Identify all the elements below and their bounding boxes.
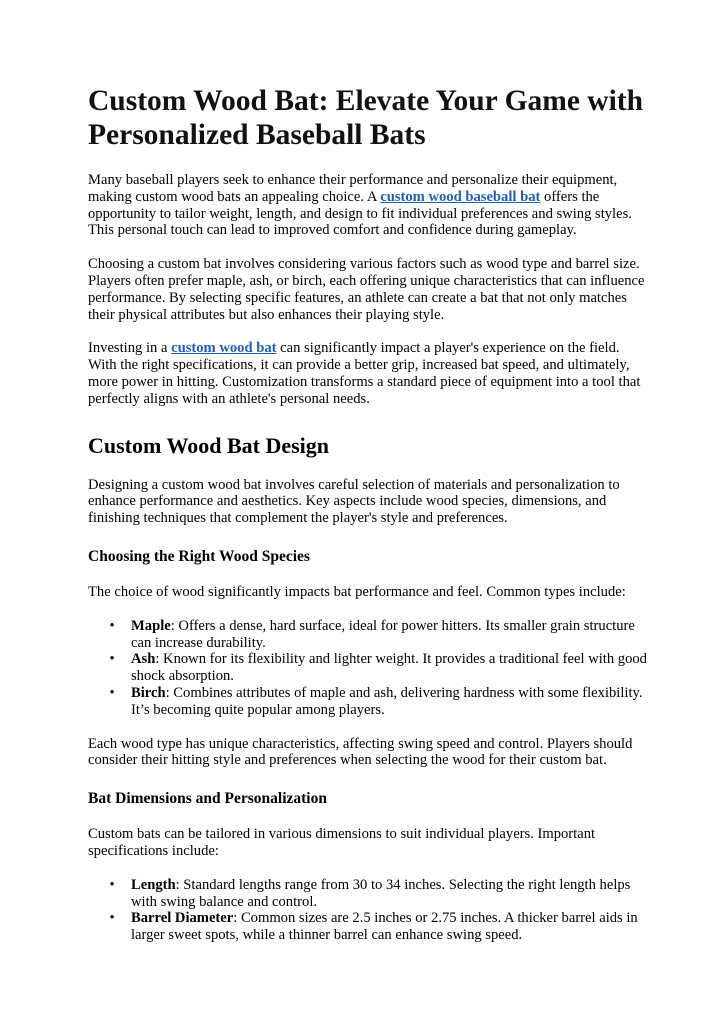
- section-heading-design: Custom Wood Bat Design: [88, 432, 330, 458]
- list-item-text: : Combines attributes of maple and ash, delivering hardness with some flexibility. It’s becoming quite popular among players.: [131, 684, 643, 718]
- bullet-icon: •: [109, 617, 115, 634]
- wood-species-list: [88, 618, 648, 719]
- dimensions-list: [88, 877, 648, 944]
- intro-p3-text-after: can significantly impact a player's experience on the field. With the right specifications, it can provide a better grip, increased bat speed, and ultimately, more power in hitting. Customization transforms a standard piece of equipment into a tool that perfectly aligns with an athlete's personal needs.: [88, 340, 641, 407]
- intro-paragraph-2: Choosing a custom bat involves considering various factors such as wood type and barrel size. Players often prefer maple, ash, or birch, each offering unique characteristics that can influence performance. By selecting specific features, an athlete can create a bat that not only matches their physical attributes but also enhances their playing style.: [88, 256, 645, 323]
- page-title: Custom Wood Bat: Elevate Your Game with Personalized Baseball Bats: [88, 85, 644, 151]
- dimensions-intro-paragraph: Custom bats can be tailored in various dimensions to suit individual players. Important specifications include:: [88, 826, 596, 859]
- species-outro-paragraph: Each wood type has unique characteristics, affecting swing speed and control. Players should consider their hitting style and preferences when selecting the wood for their custom bat.: [88, 735, 633, 769]
- bullet-icon: •: [109, 876, 115, 893]
- intro-paragraph-3: [88, 340, 648, 407]
- list-item-text: : Standard lengths range from 30 to 34 inches. Selecting the right length helps with swing balance and control.: [131, 876, 631, 910]
- list-item: [109, 876, 648, 911]
- bullet-icon: •: [109, 684, 115, 701]
- intro-p1-text-before: Many baseball players seek to enhance their performance and personalize their equipment, making custom wood bats an appealing choice. A: [88, 172, 618, 205]
- intro-p3-text-before: Investing in a: [88, 340, 172, 357]
- list-item-text: : Offers a dense, hard surface, ideal for power hitters. Its smaller grain structure can increase durability.: [131, 617, 635, 651]
- list-item: [109, 617, 648, 652]
- list-item-text: : Known for its flexibility and lighter weight. It provides a traditional feel with good shock absorption.: [131, 651, 647, 685]
- custom-wood-baseball-bat-link[interactable]: custom wood baseball bat: [380, 188, 541, 205]
- list-item-term: Length: [131, 876, 176, 893]
- list-item: [109, 651, 648, 685]
- custom-wood-bat-link[interactable]: custom wood bat: [171, 340, 277, 357]
- list-item-term: Maple: [131, 617, 171, 634]
- intro-paragraph-1: [88, 172, 648, 239]
- list-item: [109, 910, 648, 944]
- list-item-term: Birch: [131, 684, 166, 701]
- bullet-icon: •: [109, 910, 115, 927]
- list-item-text: : Common sizes are 2.5 inches or 2.75 inches. A thicker barrel aids in larger sweet spots, while a thinner barrel can enhance swing speed.: [131, 910, 638, 944]
- subheading-wood-species: Choosing the Right Wood Species: [88, 547, 310, 565]
- species-intro-paragraph: The choice of wood significantly impacts bat performance and feel. Common types include:: [88, 583, 626, 600]
- subheading-dimensions: Bat Dimensions and Personalization: [88, 790, 327, 808]
- design-paragraph: Designing a custom wood bat involves careful selection of materials and personalization to enhance performance and aesthetics. Key aspects include wood species, dimensions, and finishing techniques that complement the player's style and preferences.: [88, 476, 620, 527]
- list-item-term: Ash: [131, 651, 156, 668]
- bullet-icon: •: [109, 651, 115, 668]
- list-item: [109, 684, 648, 719]
- intro-p1-text-after: offers the opportunity to tailor weight, length, and design to fit individual preferences and swing styles. This personal touch can lead to improved comfort and confidence during gameplay.: [88, 188, 632, 239]
- document-page: [88, 84, 648, 961]
- list-item-term: Barrel Diameter: [131, 910, 234, 927]
